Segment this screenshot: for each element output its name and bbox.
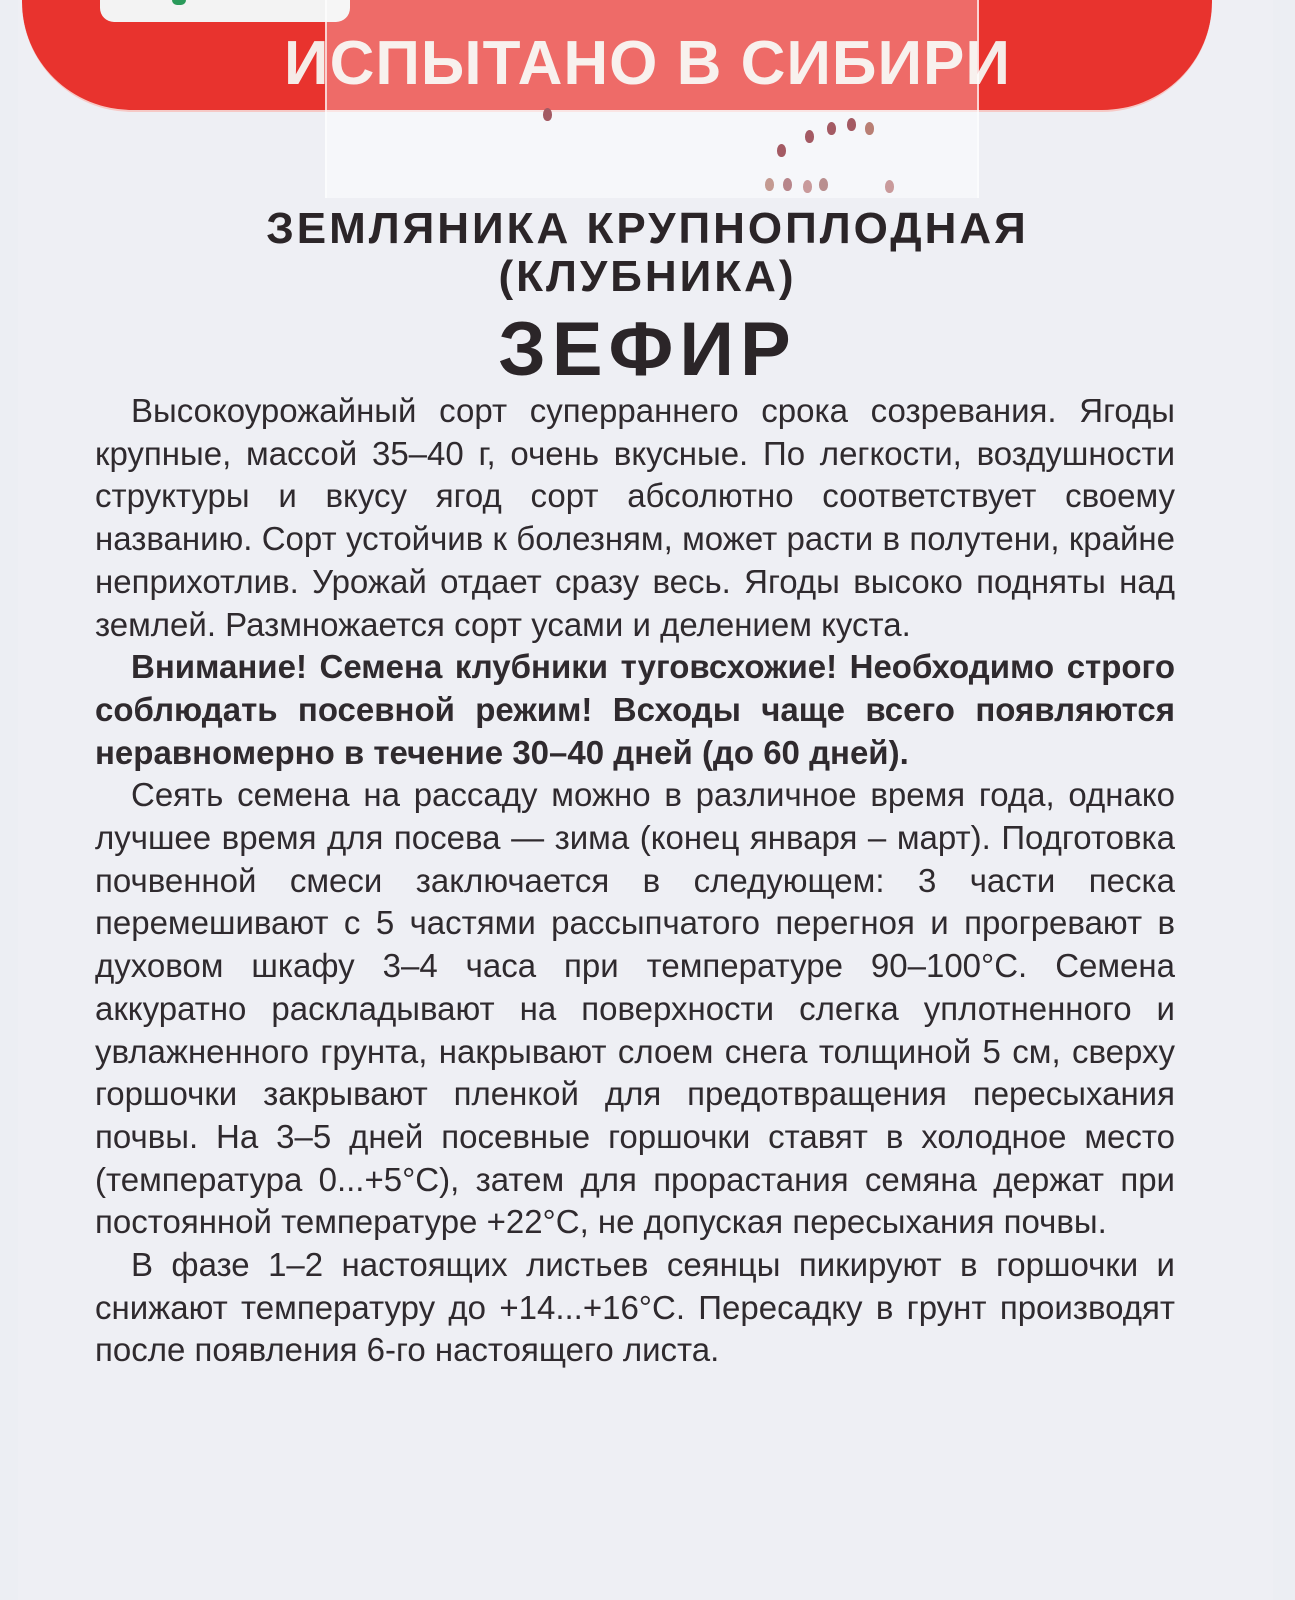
brand-logo-box xyxy=(100,0,350,22)
product-type: ЗЕМЛЯНИКА КРУПНОПЛОДНАЯ xyxy=(266,204,1029,253)
seed-icon xyxy=(865,122,874,135)
seed-icon xyxy=(819,178,828,191)
seed-icon xyxy=(803,180,812,193)
pouch-window xyxy=(327,110,977,198)
seed-icon xyxy=(805,130,814,143)
leaf-icon xyxy=(172,0,186,5)
product-heading xyxy=(0,205,1295,395)
variety-name: ЗЕФИР xyxy=(498,307,797,392)
seed-pouch xyxy=(325,0,979,198)
description-text xyxy=(95,390,1175,1372)
seed-icon xyxy=(777,144,786,157)
seed-icon xyxy=(783,178,792,191)
banner-title: ИСПЫТАНО В СИБИРИ xyxy=(284,29,1011,98)
seed-icon xyxy=(885,180,894,193)
seed-icon xyxy=(765,178,774,191)
seed-icon xyxy=(847,118,856,131)
product-subtype: (КЛУБНИКА) xyxy=(498,252,797,301)
paragraph-transplant: В фазе 1–2 настоящих листьев сеянцы пикируют в горшочки и снижают температуру до +14...+16°С. Пересадку в грунт производят после появления 6-го настоящего листа. xyxy=(95,1246,1175,1369)
paragraph-sowing: Сеять семена на рассаду можно в различное время года, однако лучшее время для посева — зима (конец января – март). Подготовка почвенной смеси заключается в следующем: 3 части песка перемешивают с 5 частями рассыпчатого перегноя и прогревают в духовом шкафу 3–4 часа при температуре 90–100°С. Семена аккуратно раскладывают на поверхности слегка уплотненного и увлажненного грунта, накрывают слоем снега толщиной 5 см, сверху горшочки закрывают пленкой для предотвращения пересыхания почвы. На 3–5 дней посевные горшочки ставят в холодное место (температура 0...+5°С), затем для прорастания семяна держат при постоянной температуре +22°С, не допуская пересыхания почвы. xyxy=(95,776,1175,1241)
seed-icon xyxy=(543,108,552,121)
seed-icon xyxy=(827,122,836,135)
paragraph-description: Высокоурожайный сорт суперраннего срока созревания. Ягоды крупные, массой 35–40 г, очень вкусные. По легкости, воздушности структуры и вкусу ягод сорт абсолютно соответствует своему названию. Сорт устойчив к болезням, может расти в полутени, крайне неприхотлив. Урожай отдает сразу весь. Ягоды высоко подняты над землей. Размножается сорт усами и делением куста. xyxy=(95,392,1175,643)
paragraph-warning: Внимание! Семена клубники туговсхожие! Необходимо строго соблюдать посевной режим! Всходы чаще всего появляются неравномерно в течение 30–40 дней (до 60 дней). xyxy=(95,648,1175,771)
